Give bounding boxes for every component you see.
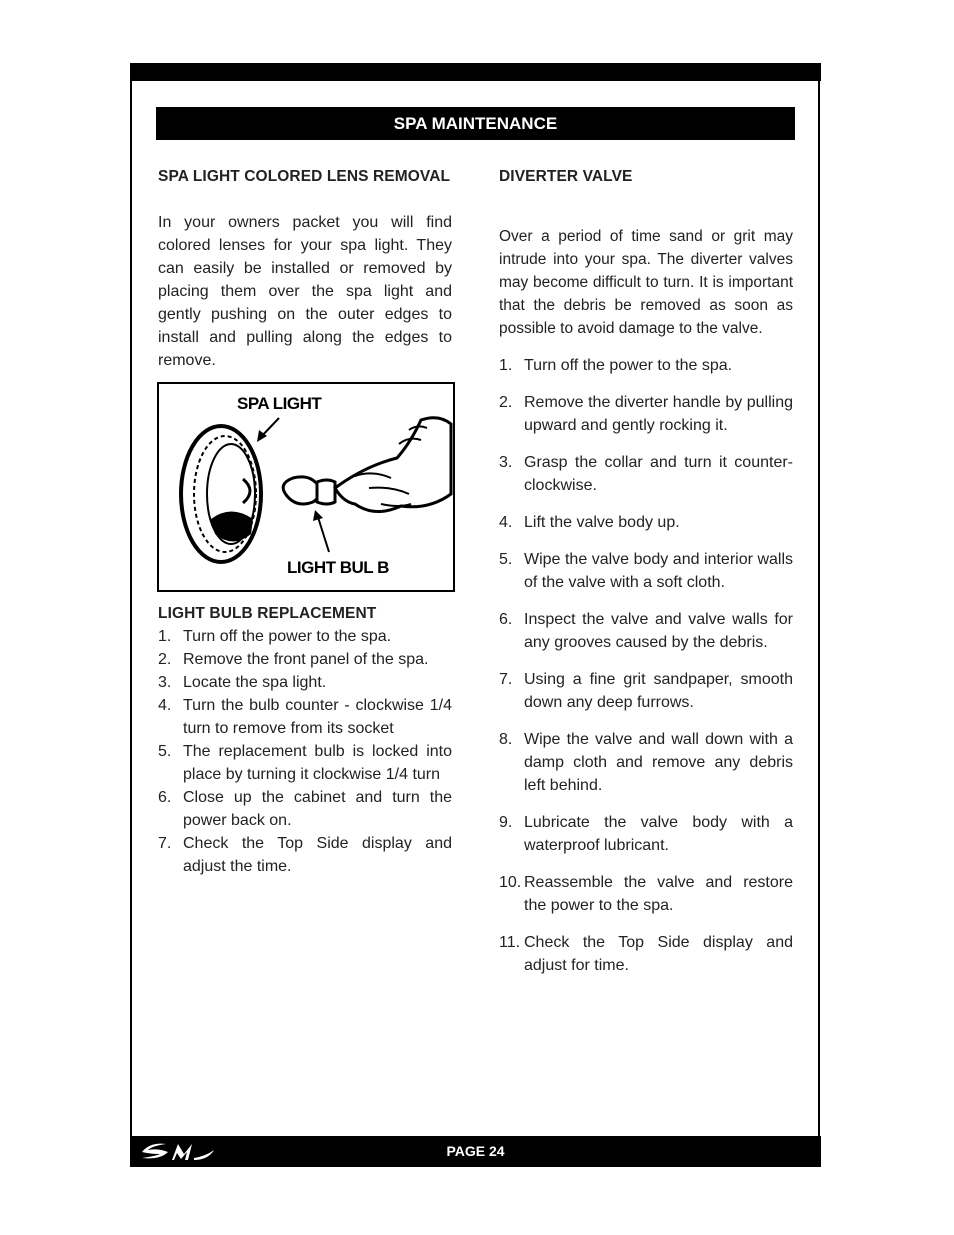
spa-light-figure	[157, 382, 455, 592]
bulb-replacement-step	[158, 694, 452, 740]
right-column	[499, 165, 793, 991]
step-number: 10.	[499, 874, 522, 891]
diverter-valve-step	[499, 548, 793, 594]
step-text: Wipe the valve body and interior walls of the valve with a soft cloth.	[524, 551, 793, 591]
step-text: Check the Top Side display and adjust for time.	[524, 934, 793, 974]
step-text: Using a fine grit sandpaper, smooth down any deep furrows.	[524, 671, 793, 711]
lens-removal-heading: SPA LIGHT COLORED LENS REMOVAL	[158, 168, 451, 185]
diverter-valve-step	[499, 668, 793, 714]
figure-label-light-bulb: LIGHT BUL B	[287, 558, 389, 577]
step-number: 4.	[499, 514, 513, 531]
diverter-valve-step	[499, 354, 793, 377]
left-column	[158, 165, 452, 372]
step-number: 7.	[158, 835, 172, 852]
diverter-valve-step	[499, 451, 793, 497]
bulb-replacement-steps	[158, 625, 452, 878]
step-number: 6.	[499, 611, 513, 628]
step-number: 11.	[499, 934, 521, 951]
page-number: PAGE 24	[446, 1143, 505, 1159]
step-text: Turn the bulb counter - clockwise 1/4 turn to remove from its socket	[183, 697, 452, 737]
diverter-valve-steps	[499, 354, 793, 977]
step-text: Remove the diverter handle by pulling upward and gently rocking it.	[524, 394, 793, 434]
step-number: 5.	[499, 551, 513, 568]
bulb-replacement-step	[158, 648, 452, 671]
step-number: 1.	[158, 628, 172, 645]
step-text: Remove the front panel of the spa.	[183, 651, 429, 668]
step-text: Inspect the valve and valve walls for any grooves caused by the debris.	[524, 611, 793, 651]
diverter-valve-heading: DIVERTER VALVE	[499, 168, 633, 185]
step-number: 5.	[158, 743, 172, 760]
step-number: 4.	[158, 697, 172, 714]
bulb-replacement-heading: LIGHT BULB REPLACEMENT	[158, 605, 377, 622]
step-number: 6.	[158, 789, 172, 806]
diverter-valve-step	[499, 511, 793, 534]
step-text: Lift the valve body up.	[524, 514, 680, 531]
step-number: 7.	[499, 671, 513, 688]
step-number: 2.	[158, 651, 172, 668]
step-text: Close up the cabinet and turn the power back on.	[183, 789, 452, 829]
diverter-valve-step	[499, 871, 793, 917]
section-title: SPA MAINTENANCE	[156, 107, 795, 140]
step-number: 8.	[499, 731, 513, 748]
bulb-replacement-step	[158, 740, 452, 786]
diverter-valve-step	[499, 811, 793, 857]
step-text: Locate the spa light.	[183, 674, 327, 691]
bulb-replacement-section	[158, 602, 452, 878]
step-number: 3.	[499, 454, 513, 471]
step-text: Reassemble the valve and restore the power to the spa.	[524, 874, 793, 914]
figure-label-spa-light: SPA LIGHT	[237, 394, 322, 413]
step-text: Wipe the valve and wall down with a damp cloth and remove any debris left behind.	[524, 731, 793, 794]
diverter-valve-step	[499, 931, 793, 977]
step-number: 1.	[499, 357, 513, 374]
bulb-replacement-step	[158, 786, 452, 832]
footer-bar	[130, 1136, 821, 1167]
bulb-replacement-step	[158, 671, 452, 694]
step-text: Turn off the power to the spa.	[524, 357, 733, 374]
step-text: Grasp the collar and turn it counter-clockwise.	[524, 454, 793, 494]
diverter-valve-step	[499, 728, 793, 797]
step-text: Turn off the power to the spa.	[183, 628, 392, 645]
lens-removal-paragraph: In your owners packet you will find colored lenses for your spa light. They can easily be installed or removed by placing them over the spa light and gently pushing on the outer edges to install and pulling along the edges to remove.	[158, 214, 452, 369]
diverter-valve-step	[499, 608, 793, 654]
diverter-valve-paragraph: Over a period of time sand or grit may intrude into your spa. The diverter valves may become difficult to turn. It is important that the debris be removed as soon as possible to avoid damage to the valve.	[499, 228, 793, 337]
bulb-replacement-step	[158, 625, 452, 648]
diverter-valve-step	[499, 391, 793, 437]
step-text: Check the Top Side display and adjust the time.	[183, 835, 452, 875]
step-text: Lubricate the valve body with a waterproof lubricant.	[524, 814, 793, 854]
step-number: 2.	[499, 394, 513, 411]
step-text: The replacement bulb is locked into place by turning it clockwise 1/4 turn	[183, 743, 452, 783]
step-number: 9.	[499, 814, 513, 831]
step-number: 3.	[158, 674, 172, 691]
bulb-replacement-step	[158, 832, 452, 878]
